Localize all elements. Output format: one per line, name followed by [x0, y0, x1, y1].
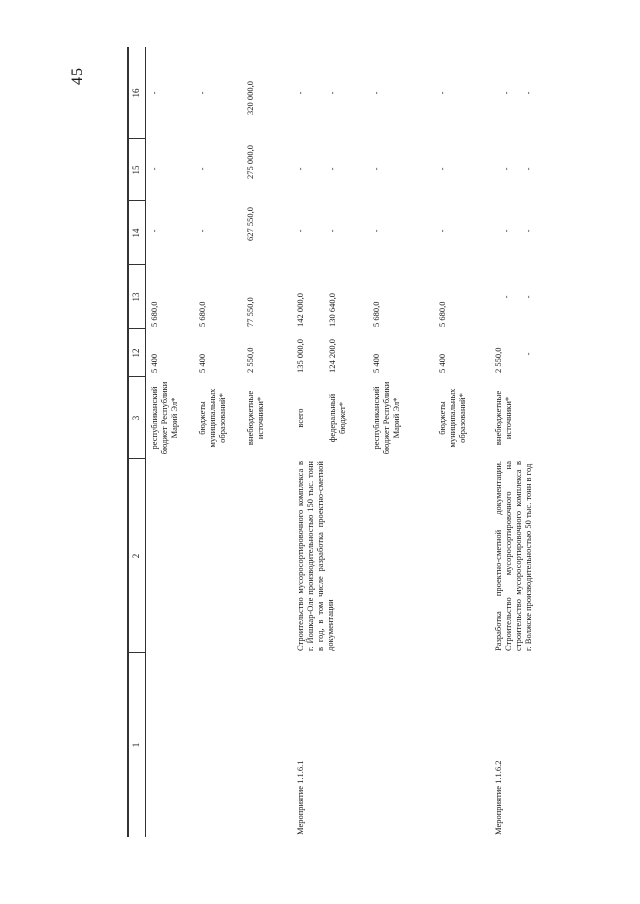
- value-col-13: 5 680,0: [149, 301, 159, 327]
- value-col-12: 5 400: [197, 353, 207, 373]
- value-col-14: -: [149, 229, 159, 233]
- value-col-13: -: [523, 295, 533, 299]
- value-col-13: -: [501, 295, 511, 299]
- value-col-12: 5 400: [149, 353, 159, 373]
- source-label: внебюджетные источники*: [493, 390, 513, 446]
- value-col-12: 5 400: [437, 353, 447, 373]
- value-col-13: 77 550,0: [245, 297, 255, 327]
- value-col-15: -: [501, 167, 511, 171]
- measure-description: Разработка проектно-сметной документации. Строительство мусоросортировочного на строительство мусоросортировочного комплекса в г. Волжске производительностью 50 тыс. тонн в год: [493, 461, 533, 651]
- value-col-16: -: [149, 91, 159, 95]
- header-col-14: 14: [131, 228, 141, 238]
- value-col-12: -: [523, 352, 533, 356]
- value-col-16: -: [523, 91, 533, 95]
- source-label: федеральный бюджет*: [327, 393, 347, 443]
- header-col-1: 1: [131, 742, 141, 748]
- measure-code: Мероприятие 1.1.6.2: [493, 760, 503, 835]
- header-col-16: 16: [131, 88, 141, 98]
- value-col-12: 135 000,0: [295, 339, 305, 373]
- value-col-13: 5 680,0: [197, 301, 207, 327]
- source-label: бюджеты муниципальных образований*: [437, 388, 467, 448]
- header-col-2: 2: [131, 553, 141, 559]
- measure-description: Строительство мусоросортировочного комплекса в г. Йошкар-Оле производительностью 150 тыс. тонн в год, в том числе разработка проектно-сметной документации: [295, 461, 335, 651]
- value-col-12: 124 200,0: [327, 339, 337, 373]
- header-bottom-rule: [145, 47, 146, 837]
- value-col-15: -: [437, 167, 447, 171]
- header-col-3: 3: [131, 415, 141, 421]
- value-col-16: -: [327, 91, 337, 95]
- source-label: республиканский бюджет Республики Марий Эл*: [371, 381, 401, 455]
- value-col-13: 5 680,0: [371, 301, 381, 327]
- header-col-15: 15: [131, 165, 141, 175]
- measure-code: Мероприятие 1.1.6.1: [295, 760, 305, 835]
- value-col-15: -: [197, 167, 207, 171]
- value-col-16: -: [197, 91, 207, 95]
- page-number: 45: [69, 67, 86, 85]
- value-col-14: -: [327, 229, 337, 233]
- value-col-13: 130 640,0: [327, 293, 337, 327]
- value-col-14: -: [197, 229, 207, 233]
- value-col-12: 2 550,0: [493, 347, 503, 373]
- value-col-16: 320 000,0: [245, 81, 255, 115]
- value-col-15: -: [371, 167, 381, 171]
- value-col-15: -: [327, 167, 337, 171]
- value-col-15: -: [149, 167, 159, 171]
- value-col-15: 275 000,0: [245, 145, 255, 179]
- value-col-14: -: [437, 229, 447, 233]
- value-col-16: -: [295, 91, 305, 95]
- value-col-16: -: [501, 91, 511, 95]
- header-col-13: 13: [131, 292, 141, 302]
- value-col-16: -: [371, 91, 381, 95]
- value-col-14: -: [295, 229, 305, 233]
- value-col-16: -: [437, 91, 447, 95]
- value-col-15: -: [295, 167, 305, 171]
- source-label: бюджеты муниципальных образований*: [197, 388, 227, 448]
- source-label: всего: [295, 408, 305, 428]
- value-col-13: 142 000,0: [295, 293, 305, 327]
- value-col-15: -: [523, 167, 533, 171]
- source-label: республиканский бюджет Республики Марий Эл*: [149, 381, 179, 455]
- value-col-12: 5 400: [371, 353, 381, 373]
- value-col-13: 5 680,0: [437, 301, 447, 327]
- value-col-14: -: [523, 229, 533, 233]
- source-label: внебюджетные источники*: [245, 390, 265, 446]
- value-col-12: 2 550,0: [245, 347, 255, 373]
- budget-table: [127, 47, 567, 837]
- value-col-14: 627 550,0: [245, 207, 255, 241]
- rotated-table-page: [67, 47, 567, 837]
- value-col-14: -: [371, 229, 381, 233]
- header-col-12: 12: [131, 348, 141, 358]
- value-col-14: -: [501, 229, 511, 233]
